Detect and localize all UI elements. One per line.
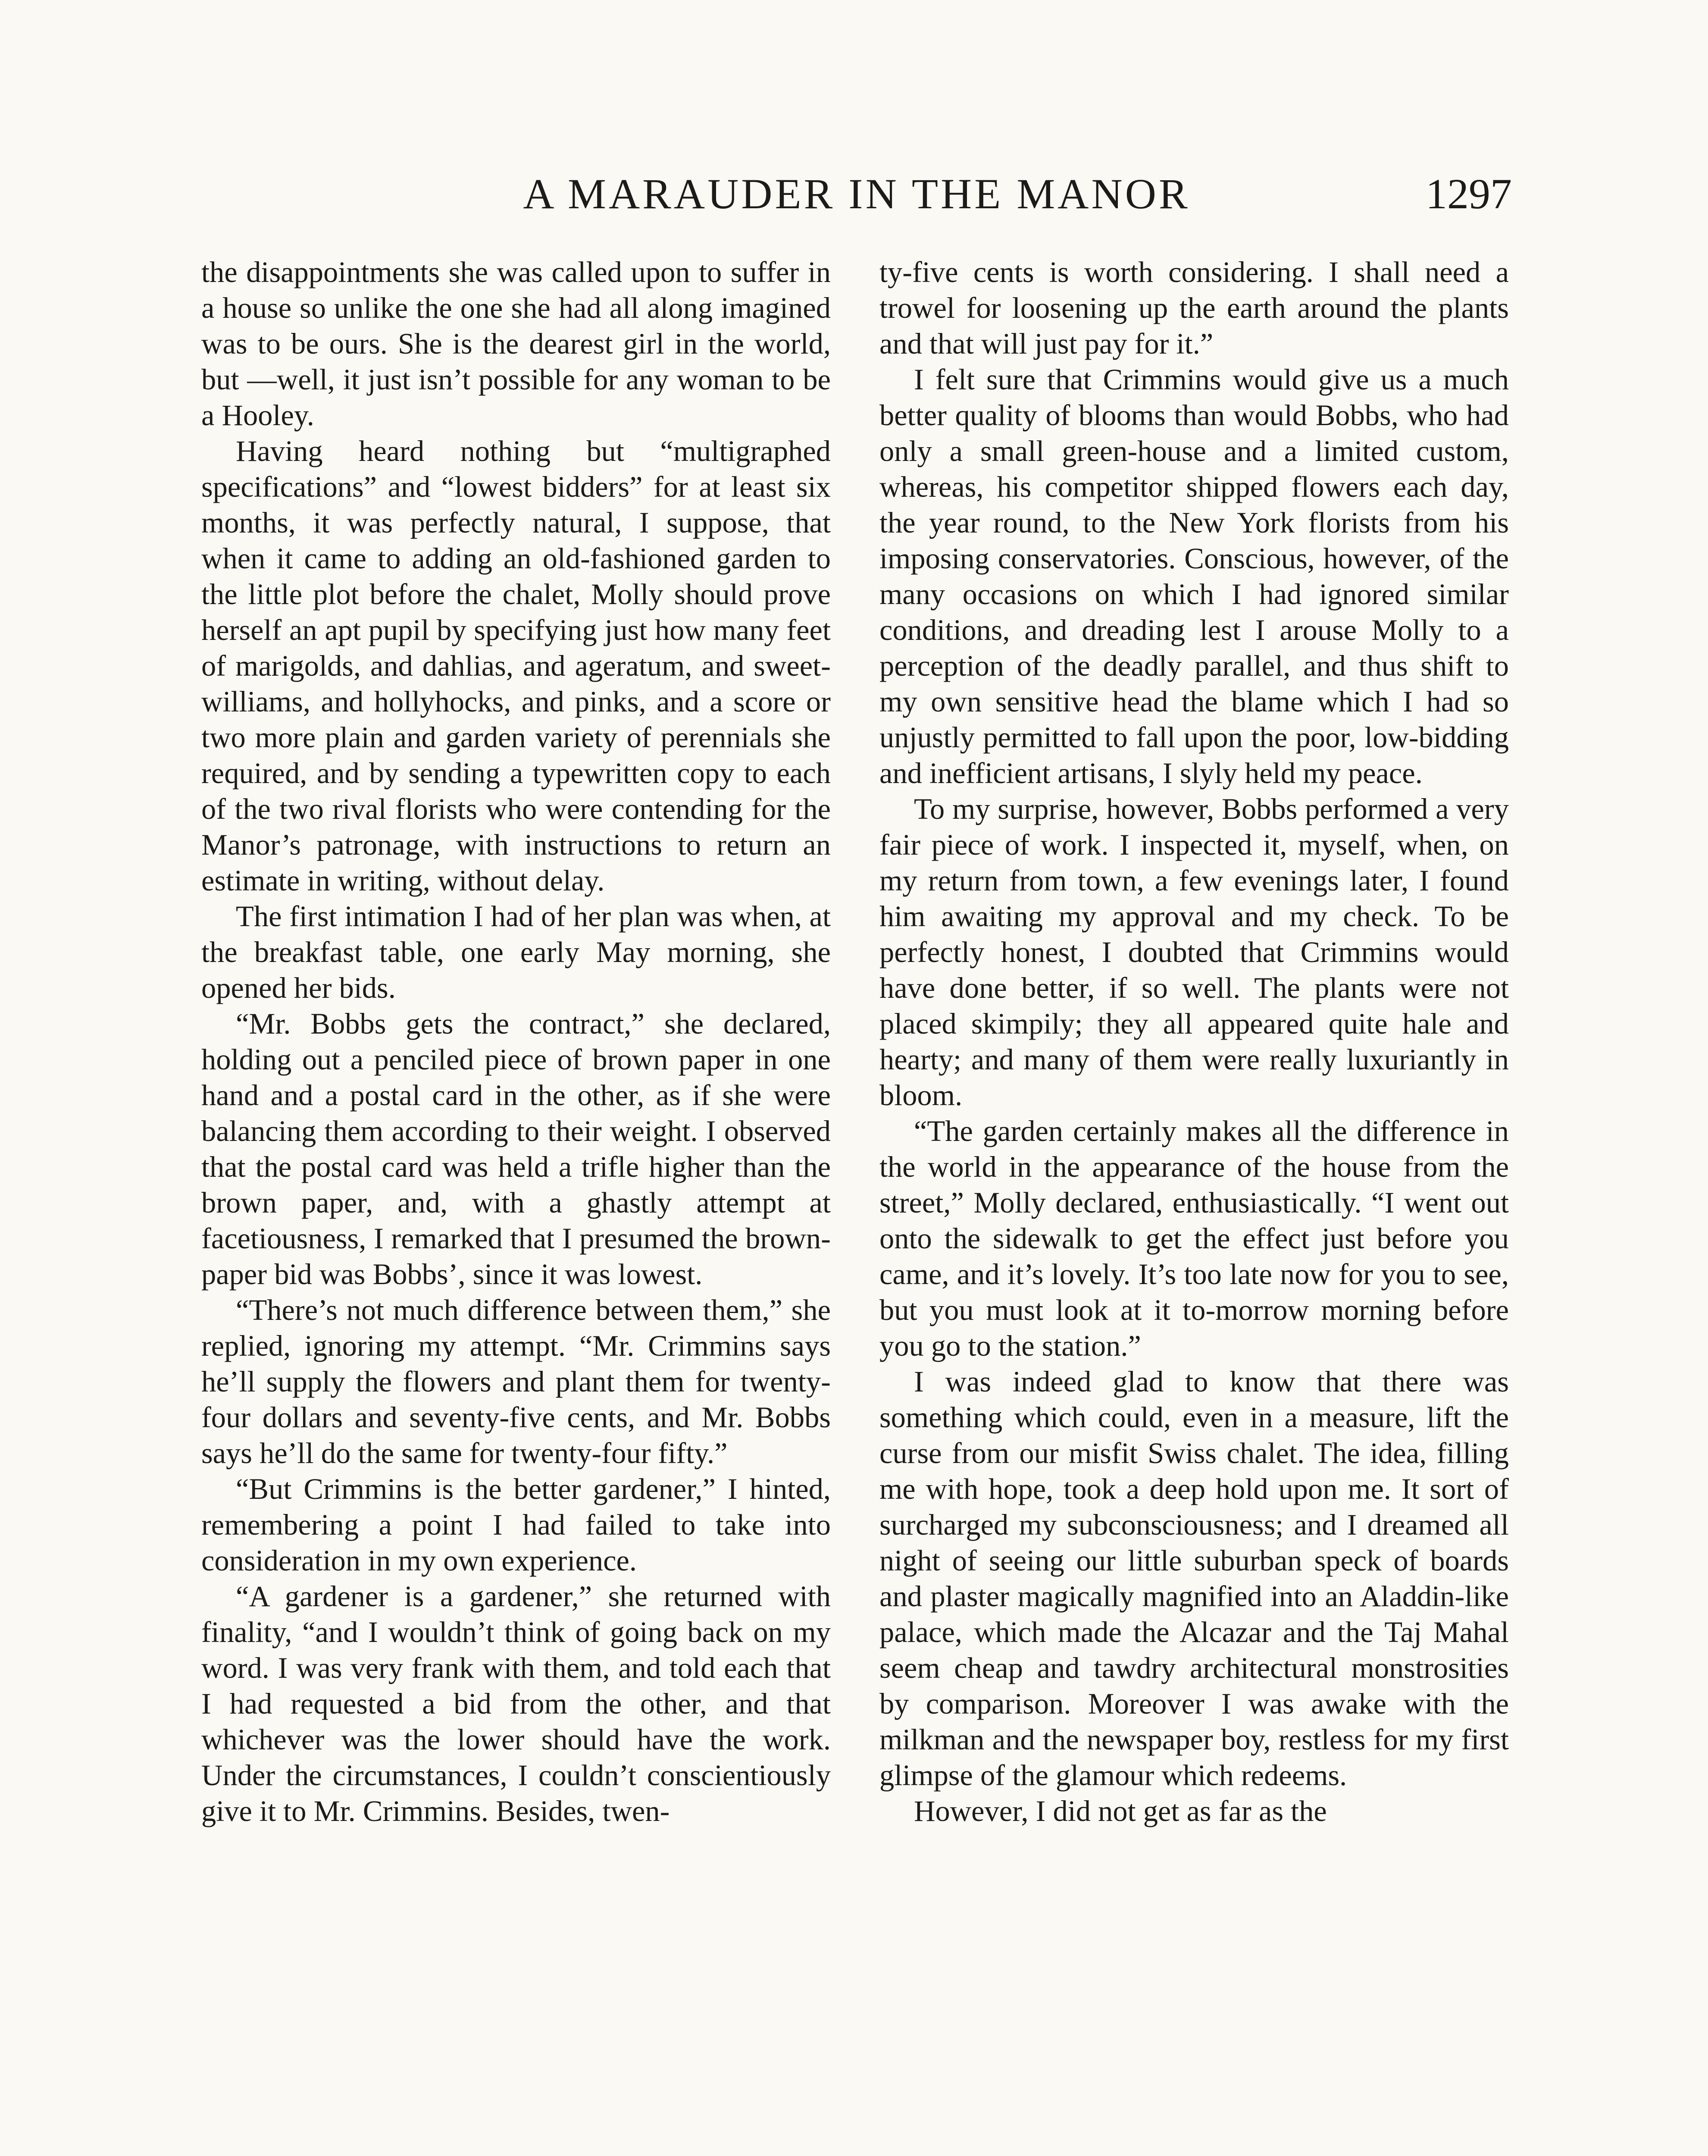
page-number: 1297: [1426, 170, 1512, 218]
running-title: A MARAUDER IN THE MANOR: [523, 170, 1190, 218]
paragraph: “The garden certainly makes all the difference in the world in the appearance of the house from the street,” Molly declared, enthusiastically. “I went out onto the sidewalk to get the effect just before you came, and it’s lovely. It’s too late now for you to see, but you must look at it to-morrow morning before you go to the station.”: [879, 1115, 1509, 1362]
paragraph: To my surprise, however, Bobbs performed a very fair piece of work. I inspected it, myself, when, on my return from town, a few evenings later, I found him awaiting my approval and my check. To be perfectly honest, I doubted that Crimmins would have done better, if so well. The plants were not placed skimpily; they all appeared quite hale and hearty; and many of them were really luxuriantly in bloom.: [879, 793, 1509, 1112]
paragraph: Having heard nothing but “multigraphed specifications” and “lowest bidders” for at least six months, it was perfectly natural, I suppose, that when it came to adding an old-fashioned garden to the little plot before the chalet, Molly should prove herself an apt pupil by specifying just how many feet of marigolds, and dahlias, and ageratum, and sweet-williams, and hollyhocks, and pinks, and a score or two more plain and garden variety of perennials she required, and by sending a typewritten copy to each of the two rival florists who were contending for the Manor’s patronage, with instructions to return an estimate in writing, without delay.: [201, 435, 831, 897]
left-column: [201, 254, 831, 2156]
paragraph: “Mr. Bobbs gets the contract,” she declared, holding out a penciled piece of brown paper in one hand and a postal card in the other, as if she were balancing them according to their weight. I observed that the postal card was held a trifle higher than the brown paper, and, with a ghastly attempt at facetiousness, I remarked that I presumed the brown-paper bid was Bobbs’, since it was lowest.: [201, 1007, 831, 1291]
paragraph: I was indeed glad to know that there was something which could, even in a measure, lift the curse from our misfit Swiss chalet. The idea, filling me with hope, took a deep hold upon me. It sort of surcharged my subconsciousness; and I dreamed all night of seeing our little suburban speck of boards and plaster magically magnified into an Aladdin-like palace, which made the Alcazar and the Taj Mahal seem cheap and tawdry architectural monstrosities by comparison. Moreover I was awake with the milkman and the newspaper boy, restless for my first glimpse of the glamour which redeems.: [879, 1365, 1509, 1792]
paragraph: “But Crimmins is the better gardener,” I hinted, remembering a point I had failed to take into consideration in my own experience.: [201, 1473, 831, 1577]
right-column: [879, 254, 1509, 2156]
paragraph: “There’s not much difference between them,” she replied, ignoring my attempt. “Mr. Crimmins says he’ll supply the flowers and plant them for twenty-four dollars and seventy-five cents, and Mr. Bobbs says he’ll do the same for twenty-four fifty.”: [201, 1294, 831, 1470]
page-header: [201, 164, 1512, 224]
paragraph: However, I did not get as far as the: [914, 1795, 1327, 1827]
paragraph: The first intimation I had of her plan was when, at the breakfast table, one early May morning, she opened her bids.: [201, 900, 831, 1004]
paragraph: ty-five cents is worth considering. I shall need a trowel for loosening up the earth around the plants and that will just pay for it.”: [879, 256, 1509, 360]
paragraph: the disappointments she was called upon to suffer in a house so unlike the one she had all along imagined was to be ours. She is the dearest girl in the world, but —well, it just isn’t possible for any woman to be a Hooley.: [201, 256, 831, 432]
paragraph: “A gardener is a gardener,” she returned with finality, “and I wouldn’t think of going back on my word. I was very frank with them, and told each that I had requested a bid from the other, and that whichever was the lower should have the work. Under the circumstances, I couldn’t conscientiously give it to Mr. Crimmins. Besides, twen-: [201, 1580, 831, 1827]
paragraph: I felt sure that Crimmins would give us a much better quality of blooms than would Bobbs, who had only a small green-house and a limited custom, whereas, his competitor shipped flowers each day, the year round, to the New York florists from his imposing conservatories. Conscious, however, of the many occasions on which I had ignored similar conditions, and dreading lest I arouse Molly to a perception of the deadly parallel, and thus shift to my own sensitive head the blame which I had so unjustly permitted to fall upon the poor, low-bidding and inefficient artisans, I slyly held my peace.: [879, 363, 1509, 790]
